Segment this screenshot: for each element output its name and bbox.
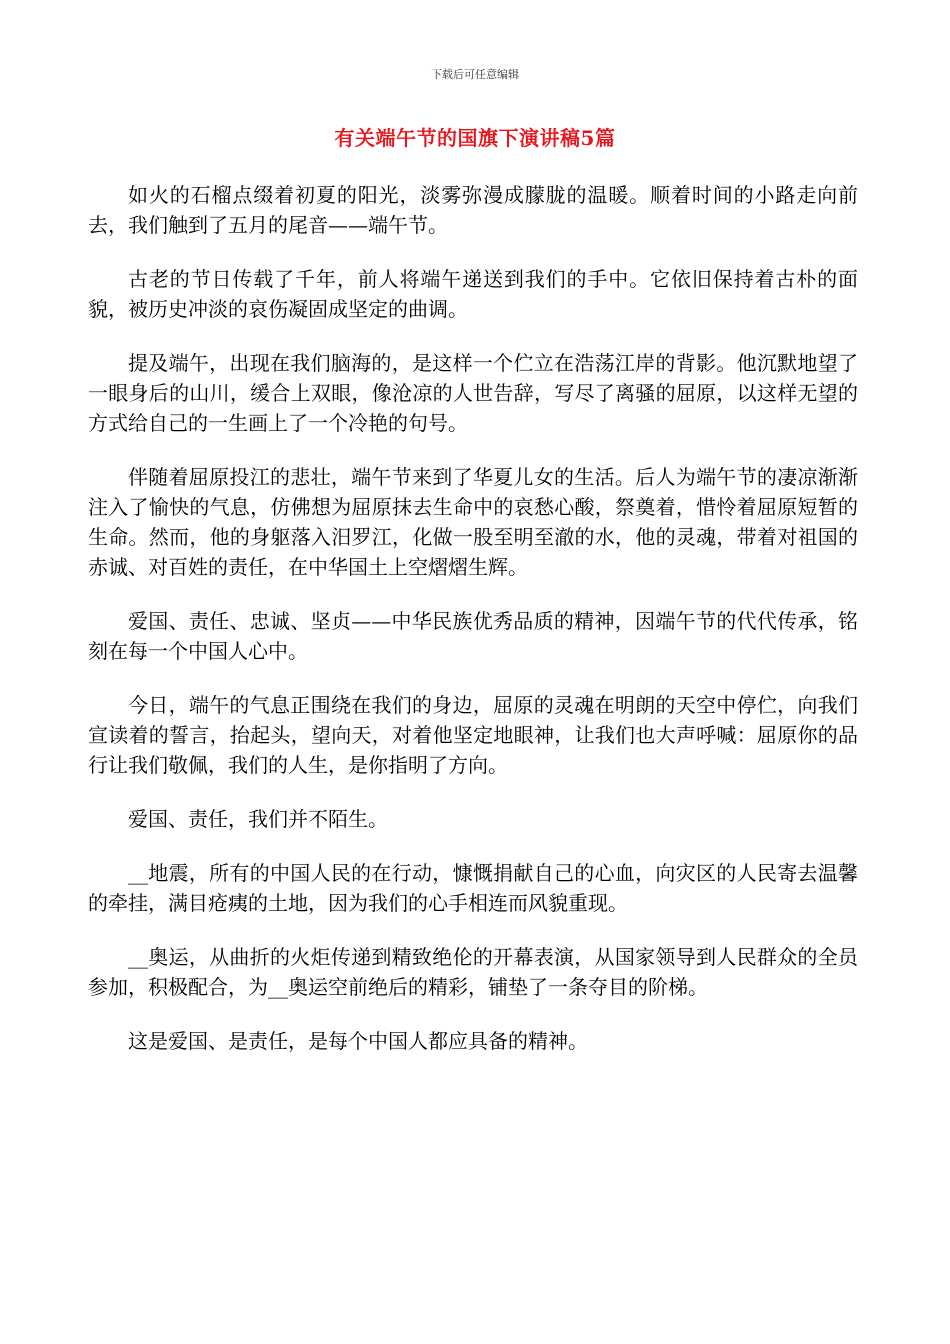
paragraph: __奥运，从曲折的火炬传递到精致绝伦的开幕表演，从国家领导到人民群众的全员参加，积极配合，为__奥运空前绝后的精彩，铺垫了一条夺目的阶梯。 — [88, 945, 858, 999]
paragraph: 爱国、责任，我们并不陌生。 — [128, 807, 388, 831]
document-title: 有关端午节的国旗下演讲稿5篇 — [334, 126, 616, 150]
paragraph: 古老的节日传载了千年，前人将端午递送到我们的手中。它依旧保持着古朴的面貌，被历史冲淡的哀伤凝固成坚定的曲调。 — [88, 267, 858, 321]
paragraph: 爱国、责任、忠诚、坚贞——中华民族优秀品质的精神，因端午节的代代传承，铭刻在每一个中国人心中。 — [88, 609, 858, 663]
header-note: 下载后可任意编辑 — [431, 68, 519, 81]
paragraph: __地震，所有的中国人民的在行动，慷慨捐献自己的心血，向灾区的人民寄去温馨的牵挂，满目疮痍的土地，因为我们的心手相连而风貌重现。 — [88, 861, 858, 915]
document-body — [88, 180, 858, 1080]
paragraph: 提及端午，出现在我们脑海的，是这样一个伫立在浩荡江岸的背影。他沉默地望了一眼身后的山川，缓合上双眼，像沧凉的人世告辞，写尽了离骚的屈原，以这样无望的方式给自己的一生画上了一个冷艳的句号。 — [88, 351, 858, 435]
paragraph: 伴随着屈原投江的悲壮，端午节来到了华夏儿女的生活。后人为端午节的凄凉渐渐注入了愉快的气息，仿佛想为屈原抹去生命中的哀愁心酸，祭奠着，惜怜着屈原短暂的生命。然而，他的身躯落入汨罗江，化做一股至明至澈的水，他的灵魂，带着对祖国的赤诚、对百姓的责任，在中华国土上空熠熠生辉。 — [88, 465, 858, 579]
paragraph: 如火的石榴点缀着初夏的阳光，淡雾弥漫成朦胧的温暖。顺着时间的小路走向前去，我们触到了五月的尾音——端午节。 — [88, 183, 858, 237]
paragraph: 这是爱国、是责任，是每个中国人都应具备的精神。 — [128, 1029, 588, 1053]
paragraph: 今日，端午的气息正围绕在我们的身边，屈原的灵魂在明朗的天空中停伫，向我们宣读着的誓言，抬起头，望向天，对着他坚定地眼神，让我们也大声呼喊：屈原你的品行让我们敬佩，我们的人生，是你指明了方向。 — [88, 693, 858, 777]
